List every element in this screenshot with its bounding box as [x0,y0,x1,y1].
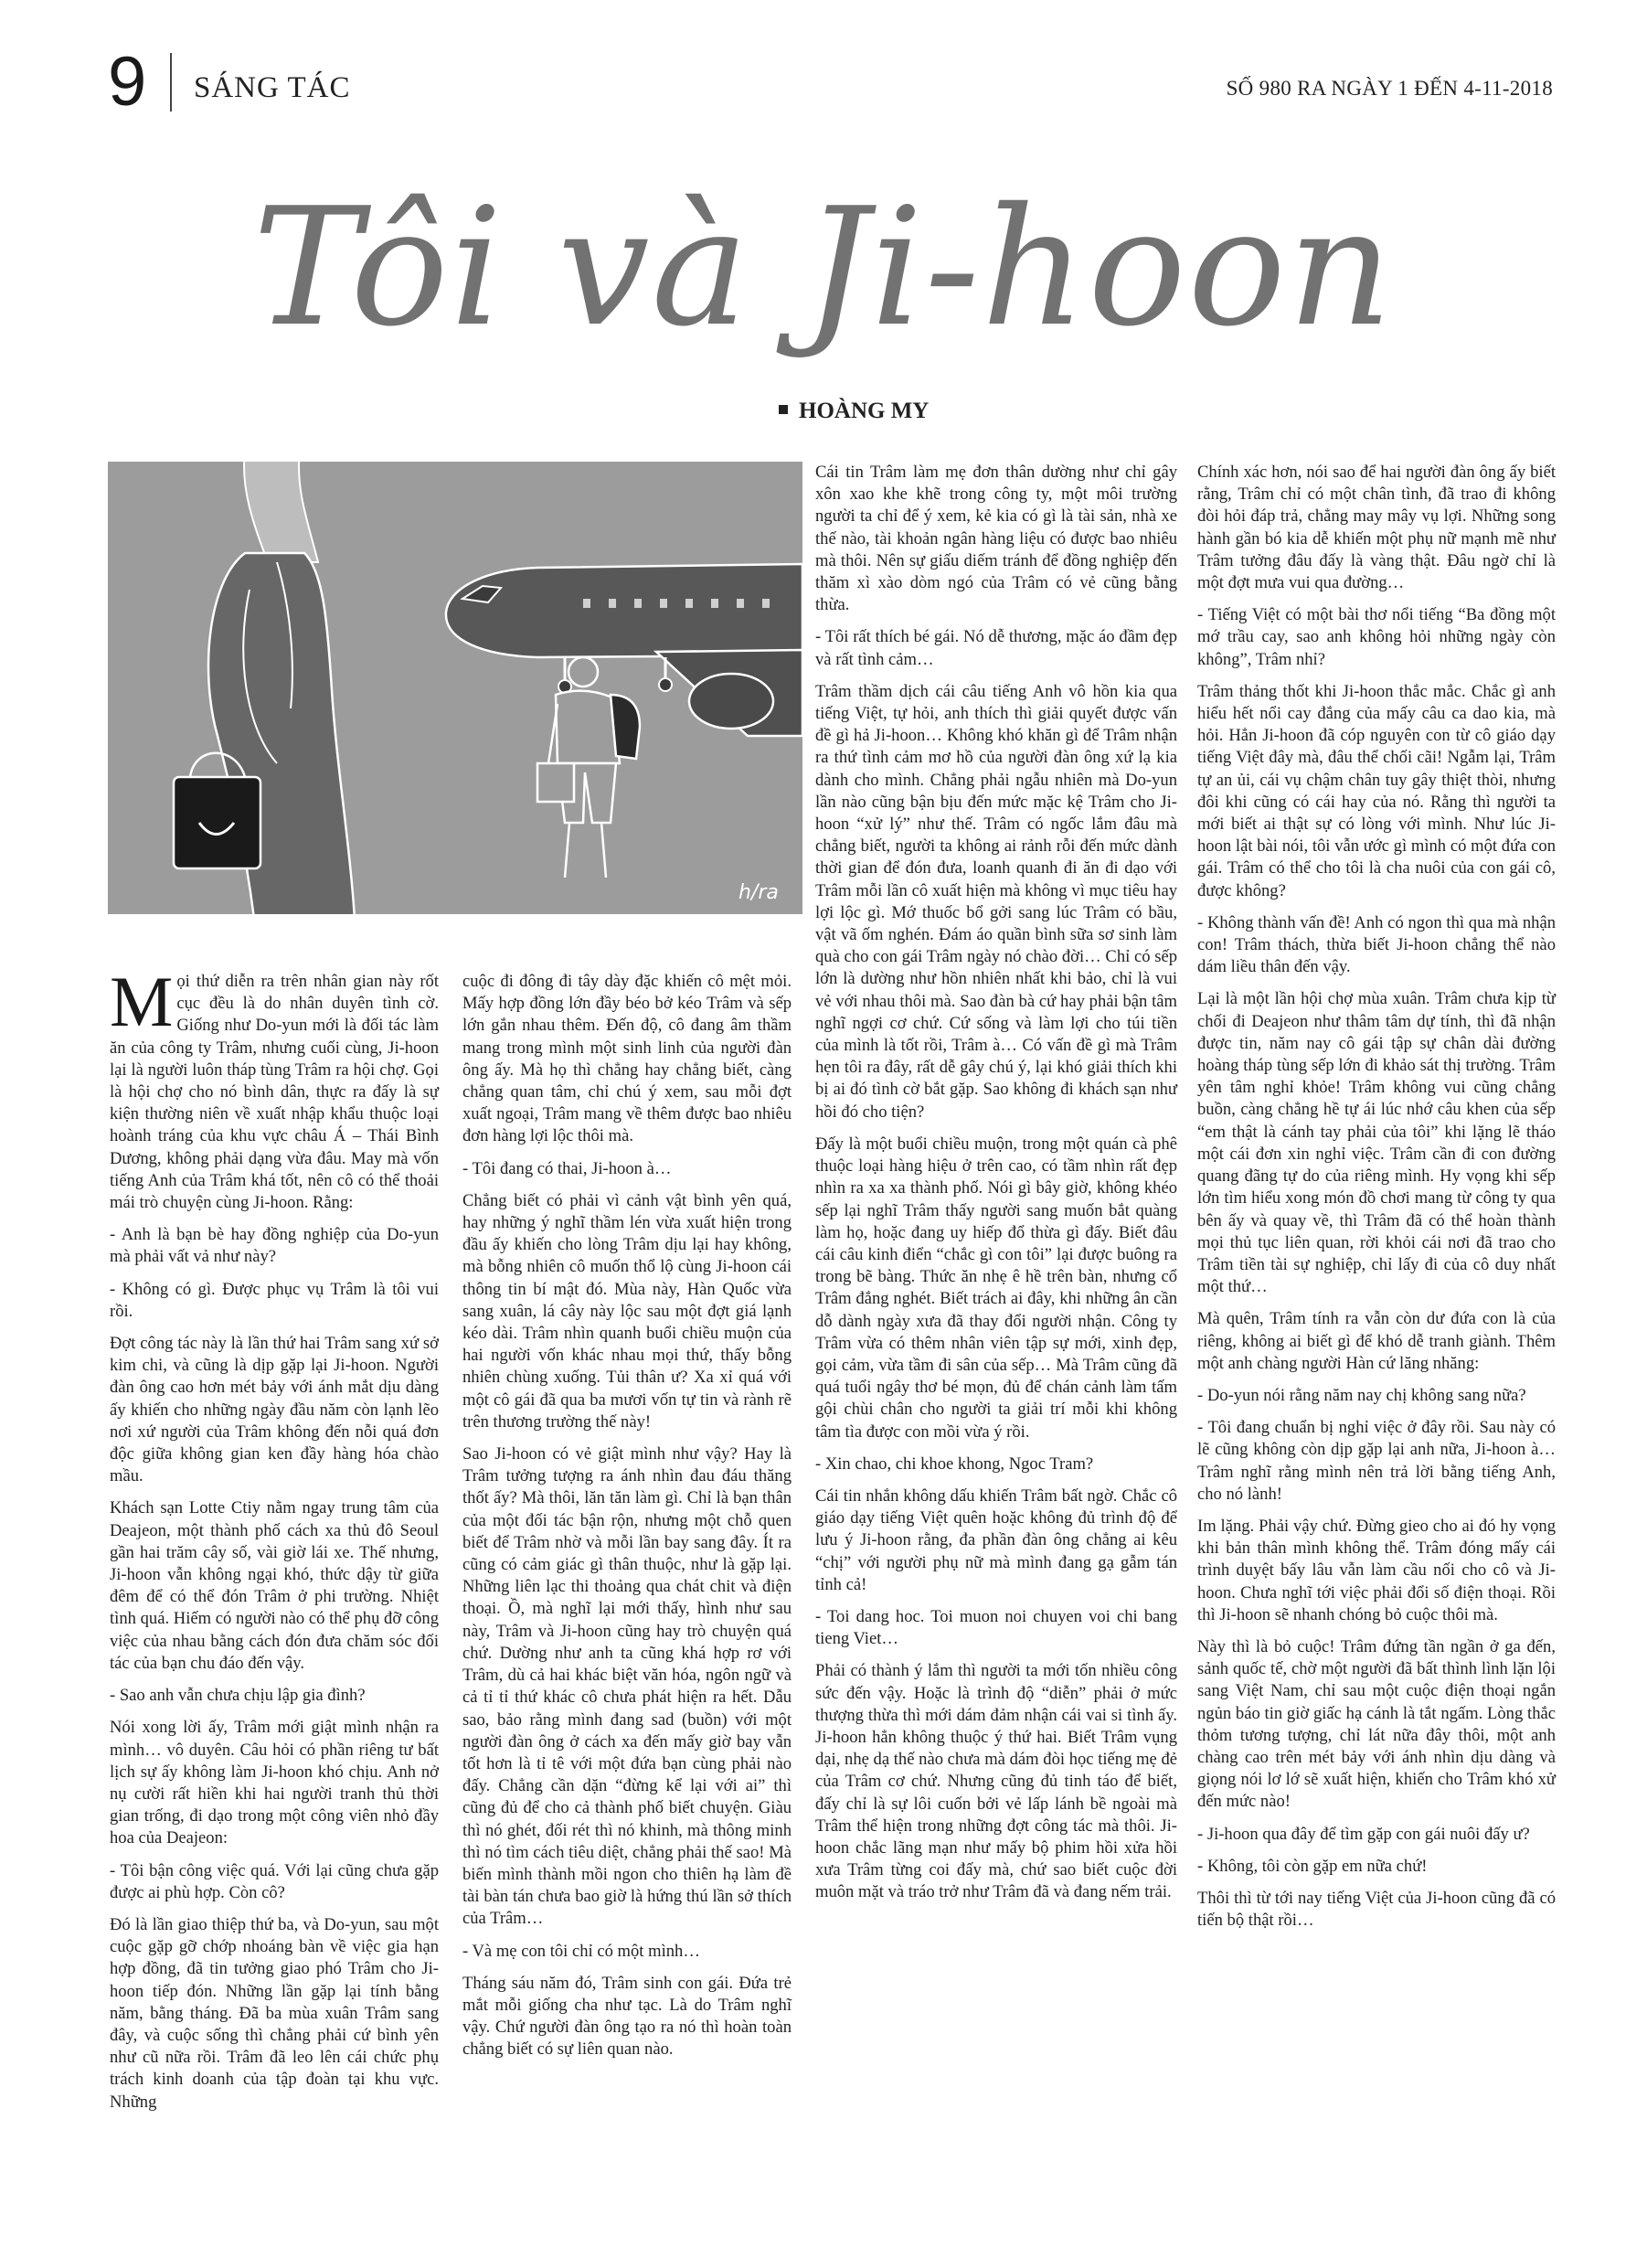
paragraph-text: Phải có thành ý lắm thì người ta mới tốn nhiều công sức đến vậy. Hoặc là trình độ “diễn” phải ở mức thượng thừa thì mới dám đảm nhận cái vai si tình ấy. Ji-hoon hẳn không thuộc ý thứ hai. Biết Trâm vụng dại, nhẹ dạ thế nào chưa mà dám đòi học tiếng mẹ đẻ của Trâm cơ chứ. Nhưng cũng đủ tinh táo để biết, đấy chỉ là sự lôi cuốn bởi vẻ lấp lánh bề ngoài mà Trâm thể hiện trong những đợt công tác mà thôi. Ji-hoon chắc lãng mạn như mấy bộ phim hồi xửa hồi xưa Trâm từng coi đấy mà, chứ sao biết cuộc đời muôn mặt và tráo trở như Trâm đã và đang nếm trải. [815,1661,1177,1902]
paragraph-text: - Do-yun nói rằng năm nay chị không sang nữa? [1197,1385,1526,1405]
paragraph-text: Cái tin nhắn không dấu khiến Trâm bất ngờ. Chắc cô giáo dạy tiếng Việt quên hoặc không đủ trình độ để lưu ý Ji-hoon rằng, đa phần đàn ông chẳng ai kêu “chị” với người phụ nữ mà mình đang gạ gẫm tán tỉnh cả! [815,1485,1177,1594]
article-paragraph [462,1190,792,1433]
paragraph-text: - Không thành vấn đề! Anh có ngon thì qua mà nhận con! Trâm thách, thừa biết Ji-hoon chẳng thể nào dám liều thân đến vậy. [1197,912,1556,977]
paragraph-text: ọi thứ diễn ra trên nhân gian này rốt cục đều là do nhân duyên tình cờ. Giống như Do-yun mới là đối tác làm ăn của công ty Trâm, nhưng cuối cùng, Ji-hoon lại là người luôn tháp tùng Trâm ra hội chợ. Gọi là hội chợ cho nó bình dân, thực ra đấy là sự kiện thường niên về xuất nhập khẩu thuộc loại hoành tráng của khu vực châu Á – Thái Bình Dương, không phải dạng vừa đâu. May mà vốn tiếng Anh của Trâm khá tốt, nên cô có thể thoải mái trò chuyện cùng Ji-hoon. Rằng: [110,972,439,1213]
drop-cap: M [110,962,174,1041]
paragraph-text: - Tôi bận công việc quá. Với lại cũng chưa gặp được ai phù hợp. Còn cô? [110,1860,439,1902]
article-paragraph [462,1158,792,1180]
issue-info: SỐ 980 RA NGÀY 1 ĐẾN 4-11-2018 [1226,77,1553,100]
paragraph-text: Đấy là một buổi chiều muộn, trong một quán cà phê thuộc loại hàng hiệu ở trên cao, có tầm nhìn rất đẹp nhìn ra xa xa thành phố. Nói gì bây giờ, không khéo sếp lại nghĩ Trâm thấy người sang muốn bắt quàng làm họ, hoặc đang uy hiếp đổ thừa gì đấy. Biết đâu cái câu kinh điển “chắc gì con tôi” lại được buông ra trong bẽ bàng. Thức ăn nhẹ ê hề trên bàn, nhưng cổ Trâm đắng nghét. Biết trách ai đây, khi những ân cần dỗ dành ngày xưa đã thay đổi người nhận. Công ty Trâm vừa có thêm nhân viên tập sự mới, xinh đẹp, gọi cảm, vừa tầm đi sân của sếp… Mà Trâm cũng đã quá tuổi ngây thơ bé mọn, đủ để chán cảnh làm tấm gội chùi chân cho người ta giải trí mỗi khi không tâm tìa được con mồi vừa ý rồi. [815,1134,1177,1442]
paragraph-text: Chẳng biết có phải vì cảnh vật bình yên quá, hay những ý nghĩ thầm lén vừa xuất hiện trong đầu ấy khiến cho lòng Trâm dịu lại hay không, mà bỗng nhiên cô muốn thổ lộ cùng Ji-hoon cái thông tin bí mật đó. Mùa này, Hàn Quốc vừa sang xuân, lá cây này lộc sau một đợt giá lạnh kéo dài. Trâm nhìn quanh buổi chiều muộn của hai người vốn khác nhau mọi thứ, thấy bỗng nhiên chùng xuống. Tủi thân ư? Xa xỉ quá với một cô gái đã qua ba mươi vốn tự tin và rành rẽ trên thương trường thế này! [462,1190,792,1432]
article-paragraph [462,1973,792,2061]
paragraph-text: Lại là một lần hội chợ mùa xuân. Trâm chưa kịp từ chối đi Deajeon như thâm tâm dự tính, thì đã nhận được tin, năm nay cô gái tập sự chân dài đường hoàng tháp tùng sếp lớn đi khảo sát thị trường. Trâm yên tâm nghỉ khỏe! Trâm không vui cũng chẳng buồn, càng chẳng hề tự ái lúc nhớ câu khen của sếp “em thật là cánh tay phải của tôi” khi lặng lẽ tháo một cái đơn xin nghỉ việc. Trâm cần đi con đường quang đãng tự do của riêng mình. Hy vọng khi sếp lớn tìm hiểu xong món đồ chơi mang từ công ty qua bên ấy và quay về, thì Trâm đã có thể hoàn thành mọi thủ tục liên quan, rời khỏi cái nơi đã trao cho Trâm tiền tài sự nghiệp, chỉ lấy đi của cô duy nhất một thứ… [1197,989,1556,1297]
page-number: 9 [108,43,147,121]
paragraph-text: Sao Ji-hoon có vẻ giật mình như vậy? Hay là Trâm tưởng tượng ra ánh nhìn đau đáu thăng thốt ấy? Mà thôi, lăn tăn làm gì. Chỉ là bạn thân của một đối tác bận rộn, nhưng một chỗ quen biết để Trâm nhờ và mỗi lần bay sang đây. Ít ra cũng có cảm giác gì thân thuộc, như là gặp lại. Những liên lạc thi thoảng qua chát chit và điện thoại. Ồ, mà nghĩ lại mới thấy, hình như sau này, Trâm và Ji-hoon cũng hay trò chuyện quá chứ. Dường như anh ta cũng khá hợp rơ với Trâm, dù cả hai khác biệt văn hóa, ngôn ngữ và cả tỉ tỉ thứ khác cô chưa phát hiện ra hết. Dẫu sao, bảo rằng mình đang sad (buồn) với một người đàn ông ở cách xa đến mấy giờ bay vẫn tốt hơn là tỉ tê với một đứa bạn cùng phải nào đấy. Chẳng cần dặn “đừng kể lại với ai” thì cũng đủ để cho cả thành phố biết chuyện. Giàu thì nó ghét, đối rét thì nó khinh, mà thông minh thì nó tìm cách tiêu diệt, chẳng phải thế sao! Mà biến mình thành mồi ngon cho thiên hạ làm đề tài bàn tán chưa bao giờ là hứng thú lần sở thích của Trâm… [462,1444,792,1929]
section-name: SÁNG TÁC [194,71,351,104]
paragraph-text: - Tôi rất thích bé gái. Nó dễ thương, mặc áo đầm đẹp và rất tình cảm… [815,627,1177,669]
article-paragraph [110,962,439,1214]
article-column-1 [110,962,439,2159]
paragraph-text: - Toi dang hoc. Toi muon noi chuyen voi chi bang tieng Viet… [815,1606,1177,1649]
paragraph-text: - Sao anh vẫn chưa chịu lập gia đình? [110,1686,366,1706]
article-paragraph [815,681,1177,1123]
article-paragraph [815,1660,1177,1903]
paragraph-text: - Tôi đang có thai, Ji-hoon à… [462,1158,672,1178]
article-paragraph [1197,604,1556,671]
article-paragraph [815,1453,1177,1475]
article-paragraph [110,1914,439,2114]
paragraph-text: - Tiếng Việt có một bài thơ nổi tiếng “Ba đồng một mớ trầu cay, sao anh không hỏi những ngày còn không”, Trâm nhỉ? [1197,605,1556,669]
article-paragraph [1197,1516,1556,1626]
article-paragraph [110,1717,439,1849]
woman-figure [174,462,355,914]
paragraph-text: Thôi thì từ tới nay tiếng Việt của Ji-hoon cũng đã có tiến bộ thật rồi… [1197,1888,1556,1931]
article-paragraph [815,462,1177,616]
paragraph-text: Trâm thầm dịch cái câu tiếng Anh vô hồn kia qua tiếng Việt, tự hỏi, anh thích thì giải quyết được vấn đề gì hả Ji-hoon… Không khó khăn gì để Trâm nhận ra thứ tình cảm mơ hồ của người đàn ông xứ lạ kia dành cho mình. Chẳng phải ngẫu nhiên mà Do-yun lần nào cũng bận bịu đến mức mặc kệ Trâm cho Ji-hoon “xử lý” như thế. Trâm có ngốc lắm đâu mà chẳng biết, người ta không ai rảnh rỗi đến mức dành thời gian để đón đưa, loanh quanh đi ăn đi dạo với Trâm mỗi lần cô xuất hiện mà không vì mục tiêu hay lợi lộc gì. Mớ thuốc bổ gởi sang lúc Trâm có bầu, vật vã ốm nghén. Đám áo quần bình sữa sơ sinh làm quà cho con gái Trâm ngày nó chào đời… Chỉ có sếp lớn là dường như hồn nhiên nhất khi bảo, chỉ là vui vẻ với nhau thôi mà. Sao đàn bà cứ hay phải bận tâm nghĩ ngợi cơ chứ. Cứ sống và làm lợi cho túi tiền của mình là tốt rồi, Trâm à… Có vấn đề gì mà Trâm hẹn tôi ra đây, rất dễ gây chú ý, lại khó giải thích khi bị ai đó tình cờ bắt gặp. Sao không đi khách sạn như hồi đó cho tiện? [815,681,1177,1122]
article-column-2 [462,971,792,2159]
paragraph-text: Đó là lần giao thiệp thứ ba, và Do-yun, sau một cuộc gặp gỡ chớp nhoáng bàn về việc gia hạn hợp đồng, đã tin tưởng giao phó Trâm cho Ji-hoon tiếp đón. Những lần gặp lại tính bằng năm, bằng tháng. Đã ba mùa xuân Trâm sang đây, và cuộc sống thì chẳng phải cứ bình yên như cũ nữa rồi. Trâm đã leo lên cái chức phụ trách kinh doanh của tập đoàn tại khu vực. Những [110,1914,439,2112]
traveler-figure [537,657,640,878]
paragraph-text: Im lặng. Phải vậy chứ. Đừng gieo cho ai đó hy vọng khi bản thân mình không thể. Trâm đóng mấy cái trình duyệt bấy lâu vẫn làm cầu nối cho cô và Ji-hoon. Chưa nghĩ tới việc phải đổi số điện thoại. Rồi thì Ji-hoon sẽ nhanh chóng bỏ cuộc thôi mà. [1197,1516,1556,1624]
article-paragraph [462,1443,792,1930]
paragraph-text: Cái tin Trâm làm mẹ đơn thân dường như chỉ gây xôn xao khe khẽ trong công ty, một môi trường người ta chỉ để ý xem, kẻ kia có gì là tài sản, nhà xe thế nào, tài khoản ngân hàng liệu có được bao nhiêu mà thôi. Nên sự giấu diếm tránh để đồng nghiệp đến thăm xì xào dòm ngó của Trâm có vẻ cũng bằng thừa. [815,463,1177,615]
paragraph-text: Này thì là bỏ cuộc! Trâm đứng tần ngần ở ga đến, sảnh quốc tế, chờ một người đã bất thình lình lặn lội sang Việt Nam, chỉ sau một cuộc điện thoại ngắn ngủn báo tin giờ giấc hạ cánh là tắt ngấm. Lòng thắc thỏm tương tượng, chỉ lát nữa đây thôi, một anh chàng cao trên mét bảy với ánh nhìn dịu dàng và giọng nói lơ lớ sẽ xuất hiện, khiến cho Trâm khó xử đến mức nào! [1197,1636,1556,1812]
article-paragraph [815,1134,1177,1443]
article-paragraph [1197,1636,1556,1814]
byline [779,399,929,424]
paragraph-text: - Tôi đang chuẩn bị nghỉ việc ở đây rồi. Sau này có lẽ cũng không còn dịp gặp lại anh nữa, Ji-hoon à… Trâm nghĩ rằng mình nên trả lời bằng tiếng Anh, cho nó lành! [1197,1418,1556,1504]
woman-and-airplane-illustration [108,462,802,914]
article-column-3 [815,462,1177,2171]
article-paragraph [110,1279,439,1323]
article-paragraph [462,971,792,1148]
author-name: HOÀNG MY [799,399,930,423]
paragraph-text: - Và mẹ con tôi chỉ có một mình… [462,1941,700,1961]
paragraph-text: cuộc đi đông đi tây dày đặc khiến cô mệt mỏi. Mấy hợp đồng lớn đầy béo bở kéo Trâm và sếp lớn gắn nhau thêm. Đến độ, cô đang âm thầm mang trong mình một sinh linh của người đàn ông ấy. Mà họ thì chẳng hay chẳng biết, càng chẳng quan tâm, chỉ chú ý xem, sau mỗi đợt xuất ngoại, Trâm mang về thêm được bao nhiêu đơn hàng lợi lộc thôi mà. [462,972,792,1146]
article-paragraph [110,1333,439,1487]
article-paragraph [110,1497,439,1675]
paragraph-text: Nói xong lời ấy, Trâm mới giật mình nhận ra mình… vô duyên. Câu hỏi có phần riêng tư bất lịch sự ấy không làm Ji-hoon khó chịu. Anh nở nụ cười rất hiền khi hai người tranh thủ thời gian trống, đi dạo trong một công viên nhỏ đầy hoa của Deajeon: [110,1718,439,1848]
article-paragraph [1197,912,1556,979]
article-title: Tôi và Ji-hoon [252,173,1395,362]
paragraph-text: - Anh là bạn bè hay đồng nghiệp của Do-yun mà phải vất vả như này? [110,1225,439,1267]
article-paragraph [1197,988,1556,1298]
story-illustration [108,462,802,914]
header-divider [170,53,172,112]
paragraph-text: - Xin chao, chi khoe khong, Ngoc Tram? [815,1453,1094,1474]
article-paragraph [1197,681,1556,902]
article-paragraph [462,1941,792,1963]
paragraph-text: Tháng sáu năm đó, Trâm sinh con gái. Đứa trẻ mắt mỗi giống cha như tạc. Là do Trâm nghĩ vậy. Chứ người đàn ông tạo ra nó thì hoàn toàn chẳng biết có sự liên quan nào. [462,1973,792,2060]
article-paragraph [110,1685,439,1707]
paragraph-text: Khách sạn Lotte Ctiy nằm ngay trung tâm của Deajeon, một thành phố cách xa thủ đô Seoul gần hai trăm cây số, vài giờ lái xe. Thế nhưng, Ji-hoon vẫn không ngại khó, thức dậy từ giữa đêm để có thể đón Trâm ở phi trường. Nhiệt tình quá. Hiếm có người nào có thể phụ đỡ công việc của nhau bằng cách đón đưa chăm sóc đối tác của bạn chu đáo đến vậy. [110,1498,439,1673]
paragraph-text: - Không có gì. Được phục vụ Trâm là tôi vui rồi. [110,1279,439,1321]
article-paragraph [1197,1824,1556,1846]
paragraph-text: Trâm thảng thốt khi Ji-hoon thắc mắc. Chắc gì anh hiểu hết nổi cay đắng của mấy câu ca dao kia, mà hỏi. Hẳn Ji-hoon đã cóp nguyên con từ cô giáo dạy tiếng Việt đây mà, đâu thể chối cãi! Ngẫm lại, Trâm tự an ủi, cái vụ chậm chân tuy gây thiệt thòi, nhưng đôi khi cũng có cái hay của nó. Rằng thì người ta mới biết ai thật sự có lòng với mình. Như lúc Ji-hoon lật bài nói, tôi vẫn ước gì mình có một đứa con gái. Trâm có thể cho tôi là cha nuôi của con gái cô, được không? [1197,681,1556,900]
article-column-4 [1197,462,1556,2171]
paragraph-text: Mà quên, Trâm tính ra vẫn còn dư đứa con là của riêng, không ai biết gì để khó dễ tranh giành. Thêm một anh chàng người Hàn cứ lăng nhăng: [1197,1309,1556,1373]
article-paragraph [1197,462,1556,594]
article-paragraph [110,1224,439,1268]
article-paragraph [1197,1308,1556,1375]
article-paragraph [815,1485,1177,1596]
article-paragraph [1197,1888,1556,1932]
paragraph-text: Đợt công tác này là lần thứ hai Trâm sang xứ sở kim chi, và cũng là dịp gặp lại Ji-hoon. Người đàn ông cao hơn mét bảy với ánh mắt dịu dàng ấy khiến cho những ngày đầu năm còn lạnh lẽo nơi xứ người của Trâm không đến nỗi quá đơn độc giữa không gian ken đầy hàng hóa chào mầu. [110,1334,439,1486]
article-paragraph [110,1860,439,1904]
paragraph-text: Chính xác hơn, nói sao để hai người đàn ông ấy biết rằng, Trâm chỉ có một chân tình, đã trao đi không đòi hỏi đáp trả, chẳng may mây vụ lợi. Những song hành gần bó kia dễ khiến một phụ nữ mạnh mẽ như Trâm tưởng đâu đấy là vàng thật. Đâu ngờ chỉ là một đợt mưa vui qua đường… [1197,463,1556,593]
article-paragraph [1197,1385,1556,1407]
paragraph-text: - Ji-hoon qua đây để tìm gặp con gái nuôi đấy ư? [1197,1824,1530,1844]
article-paragraph [815,1606,1177,1650]
article-paragraph [1197,1856,1556,1878]
paragraph-text: - Không, tôi còn gặp em nữa chứ! [1197,1856,1428,1876]
artist-signature: h/ra [738,881,779,904]
article-paragraph [1197,1417,1556,1506]
article-paragraph [815,626,1177,670]
bullet-square-icon [779,405,788,414]
